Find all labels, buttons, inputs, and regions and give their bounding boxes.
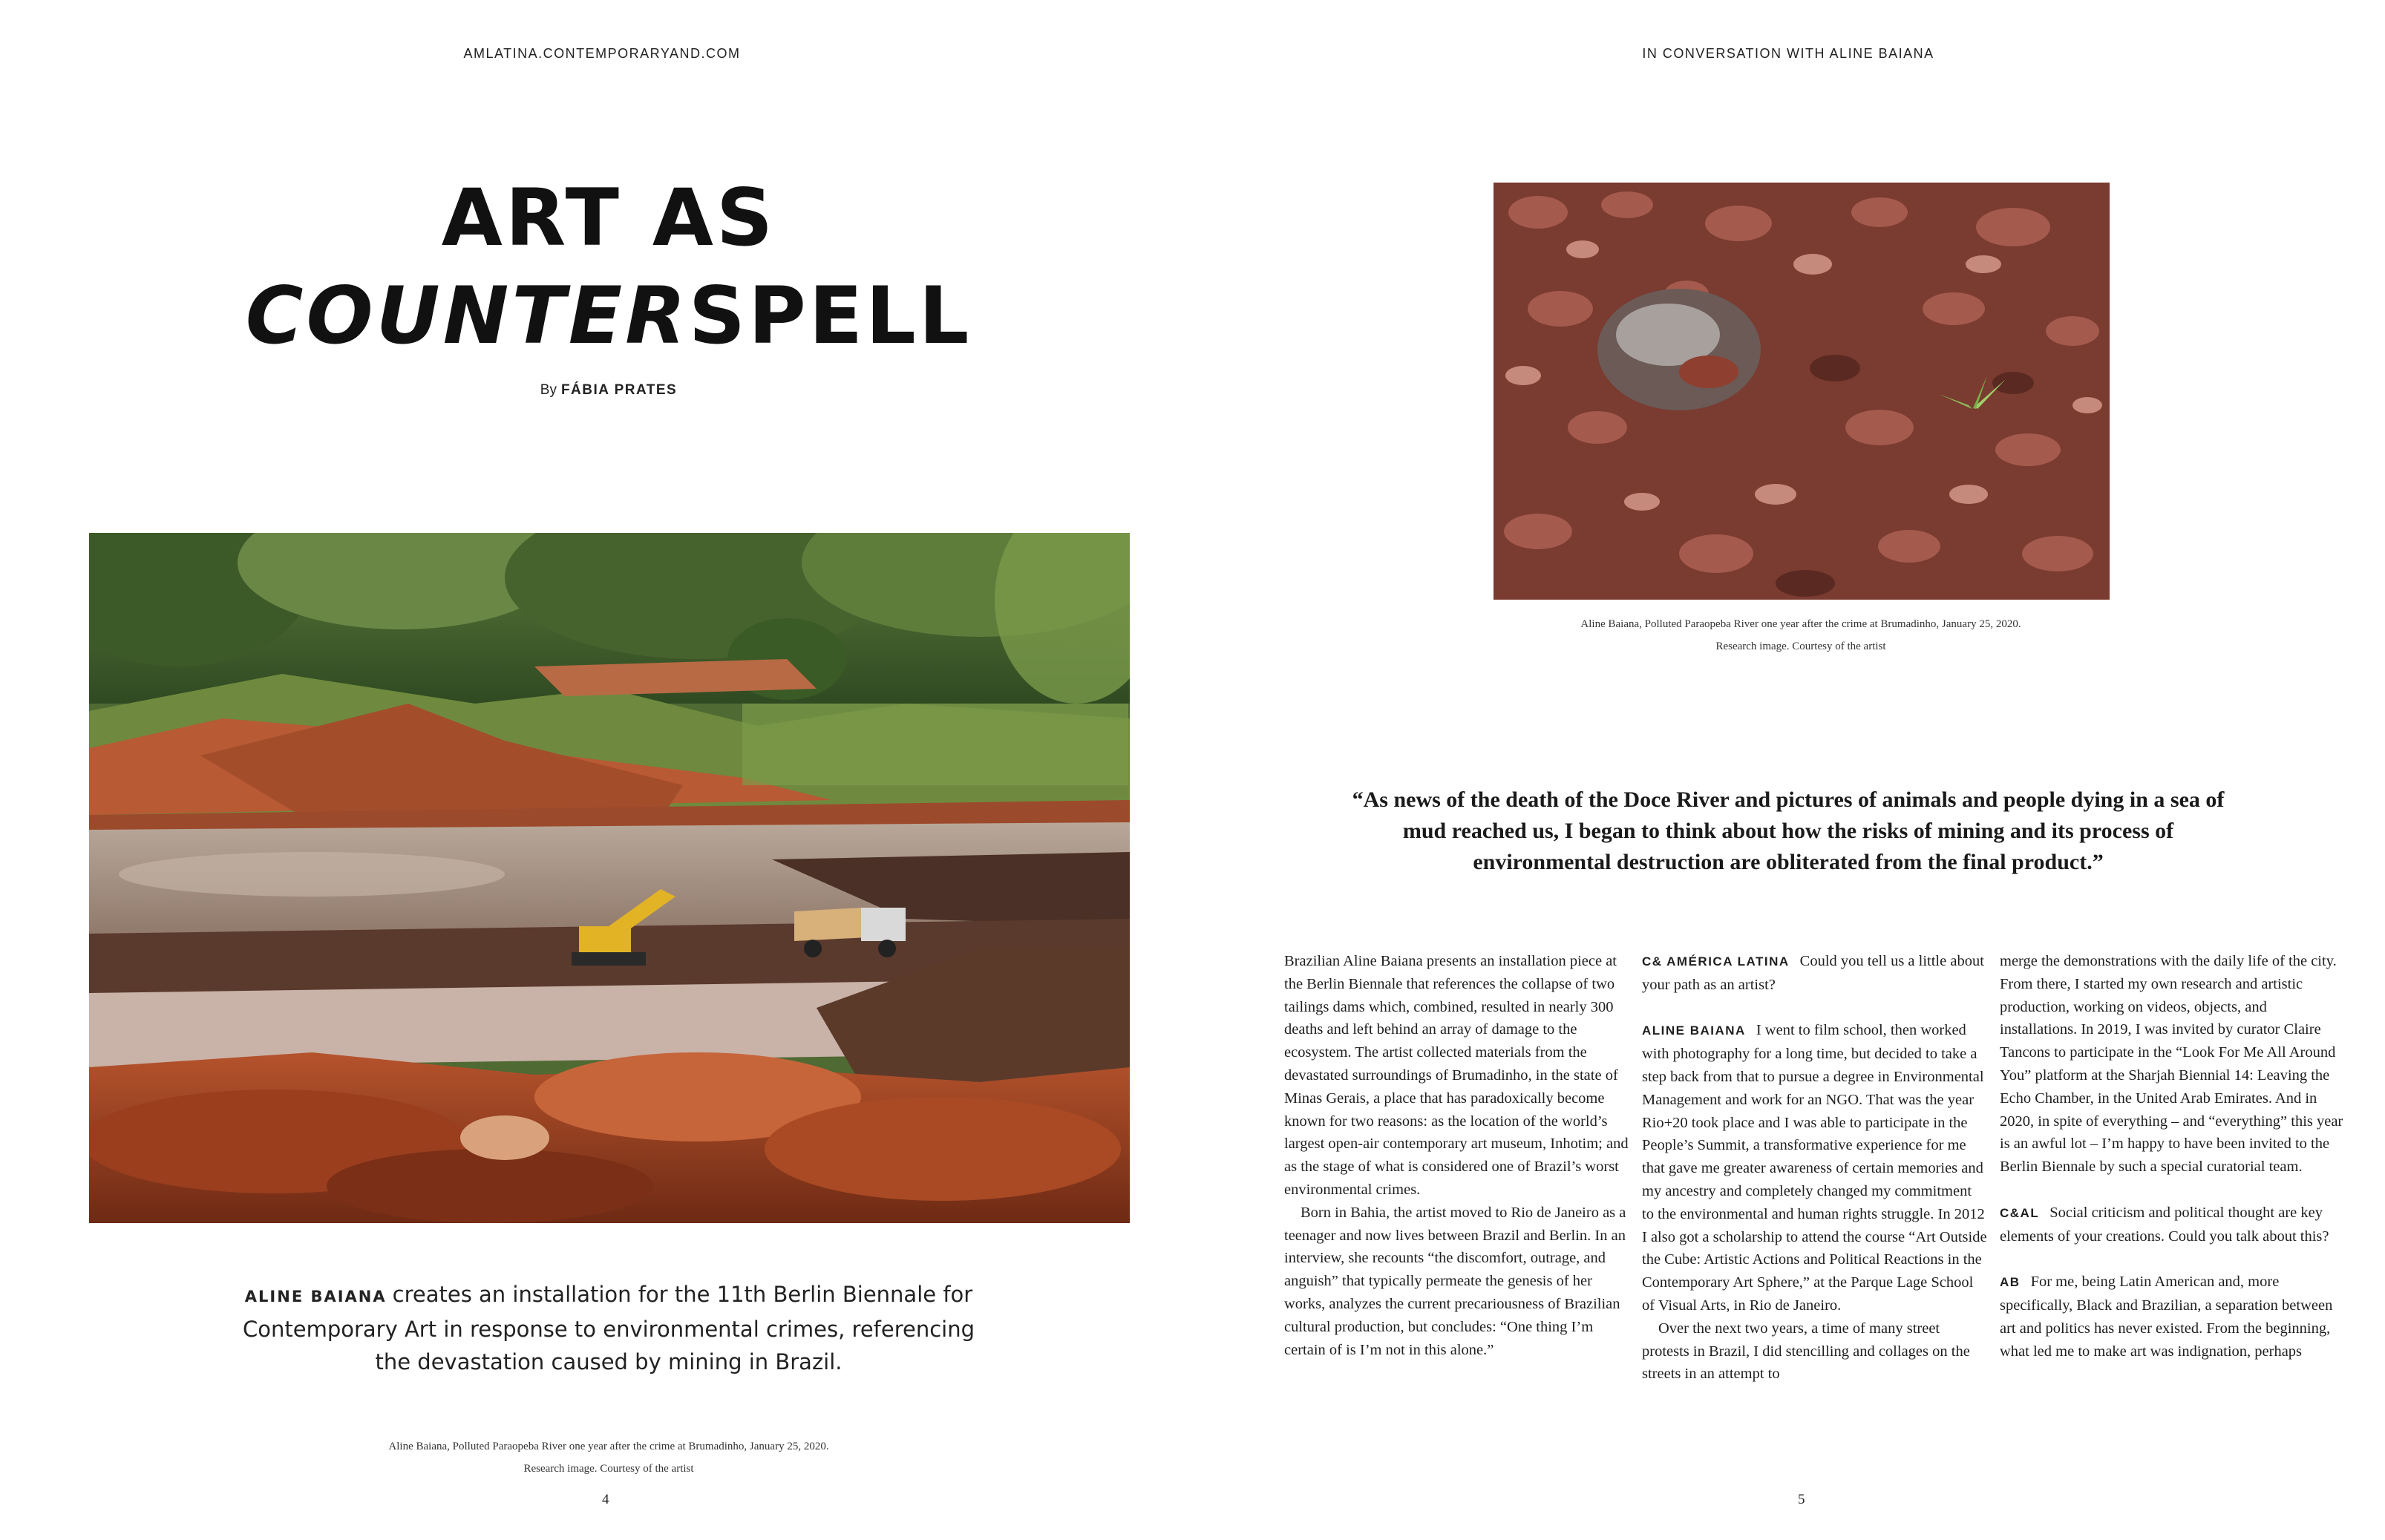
large-boulder-shape bbox=[1597, 289, 1761, 410]
answer-1: ALINE BAIANA I went to film school, then worked with photography for a long time, but decided to take a step back from that to pursue a degree in Environmental Management and work for an NGO. That was the year Rio+20 took place and I was able to participate in the People’s Summit, a transformative experience for me that gave me greater awareness of certain memories and my ancestry and completely changed my commitment to the environmental and human rights struggle. In 2012 I also got a scholarship to attend the course “Art Outside the Cube: Artistic Actions and Political Reactions in the Contemporary Art Sphere,” at the Parque Lage School of Visual Arts, in Rio de Janeiro. bbox=[1642, 1022, 1987, 1314]
title-regular-part: SPELL bbox=[688, 270, 972, 361]
title-line-2 bbox=[0, 267, 1217, 365]
speaker-label: ALINE BAIANA bbox=[1642, 1023, 1746, 1038]
folio-right: 5 bbox=[1798, 1492, 1805, 1507]
body-column-3 bbox=[2000, 950, 2345, 1363]
article-title bbox=[0, 169, 1217, 365]
speaker-label: C& AMÉRICA LATINA bbox=[1642, 954, 1790, 969]
speaker-label: C&AL bbox=[2000, 1205, 2040, 1220]
deck-lead: ALINE BAIANA bbox=[244, 1288, 387, 1305]
folio-left: 4 bbox=[602, 1492, 609, 1507]
byline-author: FÁBIA PRATES bbox=[560, 382, 678, 398]
mining-site-illustration bbox=[89, 533, 1130, 1223]
mining-site-photo bbox=[89, 533, 1130, 1223]
caption-left-line-1: Aline Baiana, Polluted Paraopeba River one year after the crime at Brumadinho, January 25, 2020. bbox=[388, 1441, 829, 1452]
caption-right-line-2: Research image. Courtesy of the artist bbox=[1715, 640, 1886, 652]
answer-1-paragraph-2: Over the next two years, a time of many street protests in Brazil, I did stencilling and collages on the streets in an attempt to bbox=[1642, 1320, 1970, 1383]
photo-caption-right bbox=[1496, 613, 2105, 658]
speaker-label: AB bbox=[2000, 1275, 2021, 1290]
question-1: C& AMÉRICA LATINA Could you tell us a little about your path as an artist? bbox=[1642, 953, 1984, 993]
byline bbox=[0, 382, 1217, 399]
byline-prefix: By bbox=[540, 382, 557, 398]
answer-1-continued: merge the demonstrations with the daily life of the city. From there, I started my own research and artistic production, working on videos, objects, and installations. In 2019, I was invited by curator Claire Tancons to participate in the “Look For Me All Around You” platform at the Sharjah Biennial 14: Leaving the Echo Chamber, in the United Arab Emirates. And in 2020, in spite of everything – and “everything” this year is an awful lot – I’m happy to have been invited to the Berlin Biennale by such a special curatorial team. bbox=[2000, 953, 2343, 1176]
body-column-1 bbox=[1284, 950, 1629, 1361]
title-italic-part: COUNTER bbox=[245, 270, 689, 361]
right-page bbox=[1192, 0, 2385, 1540]
title-line-1: ART AS bbox=[441, 172, 776, 263]
question-2: C&AL Social criticism and political thought are key elements of your creations. Could you talk about this? bbox=[2000, 1204, 2329, 1245]
article-deck bbox=[223, 1278, 995, 1378]
red-rocks-photo bbox=[1494, 183, 2110, 600]
red-rocks-illustration bbox=[1494, 183, 2110, 600]
intro-paragraph-2: Born in Bahia, the artist moved to Rio de Janeiro as a teenager and now lives between Brazil and Berlin. In an interview, she recounts “the discomfort, outrage, and anguish” that typically permeate the genesis of her works, analyzes the current precariousness of Brazilian cultural production, but concludes: “One thing I’m certain of is I’m not in this alone.” bbox=[1284, 1204, 1626, 1358]
pull-quote: “As news of the death of the Doce River and pictures of animals and people dying in a sea of mud reached us, I began to think about how the risks of mining and its process of environmental destruction are obliterated from the final product.” bbox=[1352, 787, 2225, 874]
intro-paragraph-1: Brazilian Aline Baiana presents an installation piece at the Berlin Biennale that references the collapse of two tailings dams which, combined, resulted in nearly 300 deaths and left behind an array of damage to the ecosystem. The artist collected materials from the devastated surroundings of Brumadinho, in the state of Minas Gerais, a place that has paradoxically become known for two reasons: as the location of the world’s largest open-air contemporary art museum, Inhotim; and as the stage of what is considered one of Brazil’s worst environmental crimes. bbox=[1284, 953, 1629, 1198]
running-head-left: AMLATINA.CONTEMPORARYAND.COM bbox=[463, 46, 741, 61]
left-page bbox=[0, 0, 1192, 1540]
photo-caption-left bbox=[193, 1435, 1024, 1480]
body-column-2 bbox=[1642, 950, 1987, 1386]
running-head-right: IN CONVERSATION WITH ALINE BAIANA bbox=[1642, 46, 1934, 61]
caption-right-line-1: Aline Baiana, Polluted Paraopeba River one year after the crime at Brumadinho, January 25, 2020. bbox=[1580, 618, 2021, 630]
deck-text: creates an installation for the 11th Berlin Biennale for Contemporary Art in response to environmental crimes, referencing the devastation caused by mining in Brazil. bbox=[242, 1282, 975, 1374]
caption-left-line-2: Research image. Courtesy of the artist bbox=[523, 1463, 694, 1475]
answer-2: AB For me, being Latin American and, more specifically, Black and Brazilian, a separation between art and politics has never existed. From the beginning, what led me to make art was indignation, perhaps bbox=[2000, 1274, 2333, 1360]
